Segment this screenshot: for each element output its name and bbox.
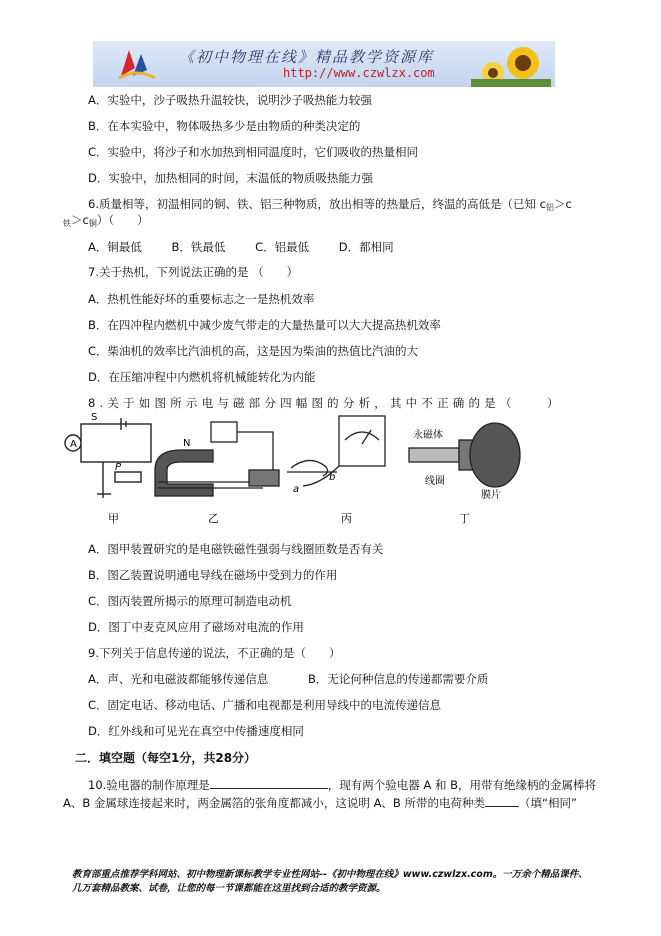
q10-blank-1[interactable] [210, 776, 328, 789]
q10-line1: 10.验电器的制作原理是 ，现有两个验电器 A 和 B，用带有绝缘柄的金属棒将 [88, 778, 597, 792]
q5-option-d: D．实验中，加热相同的时间，末温低的物质吸热能力强 [88, 171, 373, 185]
figure-yi [155, 422, 279, 496]
q7-stem: 7.关于热机，下列说法正确的是 （ ） [88, 265, 299, 279]
q9-option-b: B．无论何种信息的传递都需要介质 [308, 672, 489, 686]
fig-caption-yi: 乙 [208, 512, 219, 525]
sunflower-icon [471, 43, 551, 87]
section-heading: 二．填空题（每空1分，共28分） [75, 751, 257, 765]
q10-line2: A、B 金属球连接起来时，两金属箔的张角度都减小，这说明 A、B 所带的电荷种类 （填“相同” [63, 796, 577, 810]
q8-figure [63, 410, 583, 528]
q6-options [88, 239, 420, 255]
q5-option-b: B．在本实验中，物体吸热多少是由物质的种类决定的 [88, 119, 361, 133]
q6-option-d: D．都相同 [338, 240, 394, 254]
q6-option-b: B．铁最低 [171, 240, 226, 254]
q8-option-a: A．图甲装置研究的是电磁铁磁性强弱与线圈匝数是否有关 [88, 542, 384, 556]
fig-caption-ding: 丁 [459, 512, 470, 525]
banner-title: 《初中物理在线》精品教学资源库 [179, 48, 435, 66]
fig-label-coil: 线圈 [425, 476, 445, 487]
fig-caption-jia: 甲 [108, 512, 119, 525]
q6-stem-cont: $_铁>c_铜$）（ ） [63, 213, 149, 228]
q8-option-c: C．图丙装置所揭示的原理可制造电动机 [88, 594, 292, 608]
fig-label-b: b [329, 472, 336, 483]
fig-label-a: A [70, 439, 77, 450]
q7-option-d: D．在压缩冲程中内燃机将机械能转化为内能 [88, 370, 316, 384]
q5-option-c: C．实验中，将沙子和水加热到相同温度时，它们吸收的热量相同 [88, 145, 419, 159]
q8-option-b: B．图乙装置说明通电导线在磁场中受到力的作用 [88, 568, 338, 582]
q9-option-a: A．声、光和电磁波都能够传递信息 [88, 672, 269, 686]
q7-option-b: B．在四冲程内燃机中减少废气带走的大量热量可以大大提高热机效率 [88, 318, 441, 332]
fig-label-magnet: 永磁体 [413, 430, 443, 441]
q9-stem: 9.下列关于信息传递的说法，不正确的是（ ） [88, 646, 341, 660]
footer-line-2: 几万套精品教案、试卷，让您的每一节课都能在这里找到合适的教学资源。 [72, 883, 386, 894]
q6-stem: 6.质量相等，初温相同的铜、铁、铝三种物质，放出相等的热量后，终温的高低是（已知 $c_铝>c$ [88, 197, 572, 212]
q9-option-c: C．固定电话、移动电话、广播和电视都是利用导线中的电流传递信息 [88, 698, 442, 712]
q7-option-a: A．热机性能好坏的重要标志之一是热机效率 [88, 292, 315, 306]
fig-label-a2: a [293, 484, 300, 495]
q9-option-d: D．红外线和可见光在真空中传播速度相同 [88, 724, 304, 738]
q10-blank-2[interactable] [485, 794, 519, 807]
q6-option-a: A．铜最低 [88, 240, 142, 254]
figure-bing [287, 416, 385, 486]
q8-option-d: D．图丁中麦克风应用了磁场对电流的作用 [88, 620, 304, 634]
banner-url[interactable]: http://www.czwlzx.com [283, 66, 435, 80]
fig-label-p: P [115, 462, 122, 473]
figure-jia [65, 418, 151, 498]
fig-label-s: S [91, 412, 98, 423]
fig-caption-bing: 丙 [341, 512, 352, 525]
q7-option-c: C．柴油机的效率比汽油机的高，这是因为柴油的热值比汽油的大 [88, 344, 419, 358]
site-logo-icon [117, 46, 157, 82]
fig-label-diaphragm: 膜片 [481, 490, 501, 501]
footer-line-1: 教育部重点推荐学科网站、初中物理新课标教学专业性网站--《初中物理在线》www.czwlzx.com。一万余个精品课件、 [72, 869, 588, 880]
q5-option-a: A．实验中，沙子吸热升温较快，说明沙子吸热能力较强 [88, 93, 372, 107]
fig-label-n: N [183, 438, 191, 449]
header-banner [93, 41, 555, 87]
q6-option-c: C．铝最低 [255, 240, 310, 254]
q8-stem: 8.关于如图所示电与磁部分四幅图的分析，其中不正确的是（ ） [88, 396, 563, 410]
